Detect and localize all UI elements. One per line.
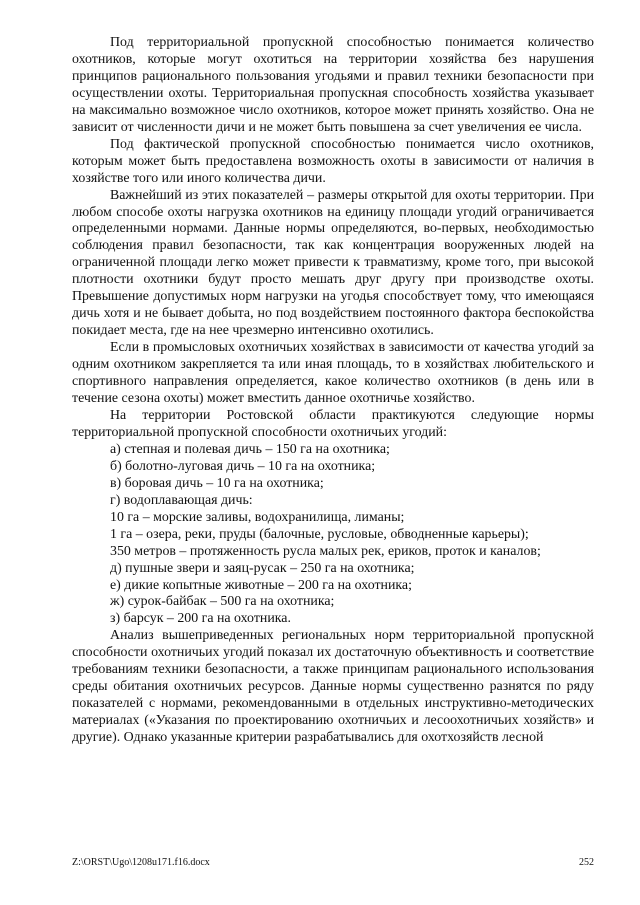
- list-item: 1 га – озера, реки, пруды (балочные, русловые, обводненные карьеры);: [110, 526, 529, 542]
- list-item: 350 метров – протяженность русла малых рек, ериков, проток и каналов;: [110, 543, 541, 559]
- norms-list: [72, 442, 594, 628]
- paragraph-commercial-farms: Если в промысловых охотничьих хозяйствах в зависимости от качества угодий за одним охотником закрепляется та или иная площадь, то в хозяйствах любительского и спортивного направления определяется, какое количество охотников (в день или в течение сезона охоты) может вместить данное охотничье хозяйство.: [72, 340, 594, 407]
- paragraph-analysis: Анализ вышеприведенных региональных норм территориальной пропускной способности охотничьих угодий показал их достаточную объективность и соответствие требованиям техники безопасности, а также принципам рационального использования среды обитания охотничьих ресурсов. Данные нормы существенно разнятся по ряду показателей с нормами, рекомендованными в отдельных инструктивно-методических материалах («Указания по проектированию охотничьих и лесоохотничьих хозяйств» и другие). Однако указанные критерии разрабатывались для охотхозяйств лесной: [72, 628, 594, 746]
- paragraph-territorial-capacity: Под территориальной пропускной способностью понимается количество охотников, которые могут охотиться на территории хозяйства без нарушения принципов рационального пользования угодьями и правил техники безопасности при осуществлении охоты. Территориальная пропускная способность хозяйства указывает на максимально возможное число охотников, которое может принять хозяйство. Она не зависит от численности дичи и не может быть повышена за счет увеличения ее числа.: [72, 35, 594, 135]
- list-item: в) боровая дичь – 10 га на охотника;: [110, 475, 324, 491]
- paragraph-territory-size: Важнейший из этих показателей – размеры открытой для охоты территории. При любом способе охоты нагрузка охотников на единицу площади угодий ограничивается определенными нормами. Данные нормы определяются, во-первых, необходимостью соблюдения правил безопасности, так как концентрация вооруженных людей на ограниченной площади легко может привести к травматизму, кроме того, при высокой плотности охотники будут просто мешать друг другу при производстве охоты. Превышение допустимых норм нагрузки на угодья способствует тому, что имеющаяся дичь хотя и не бывает добыта, но под воздействием постоянного фактора беспокойства покидает места, где на нее чрезмерно интенсивно охотились.: [72, 187, 594, 339]
- paragraph-rostov-norms: На территории Ростовской области практикуются следующие нормы территориальной пропускной способности охотничьих угодий:: [72, 407, 594, 440]
- list-item: а) степная и полевая дичь – 150 га на охотника;: [110, 441, 390, 457]
- list-item: ж) сурок-байбак – 500 га на охотника;: [110, 594, 335, 610]
- list-item: б) болотно-луговая дичь – 10 га на охотника;: [110, 458, 376, 474]
- list-item: з) барсук – 200 га на охотника.: [110, 611, 291, 627]
- list-item: е) дикие копытные животные – 200 га на охотника;: [110, 577, 412, 593]
- list-item: г) водоплавающая дичь:: [110, 492, 253, 508]
- list-item: д) пушные звери и заяц-русак – 250 га на охотника;: [110, 560, 415, 576]
- document-body: [72, 35, 594, 747]
- paragraph-actual-capacity: Под фактической пропускной способностью понимается число охотников, которым может быть предоставлена возможность охоты в зависимости от наличия в хозяйстве того или иного количества дичи.: [72, 136, 594, 186]
- page-number: 252: [579, 857, 594, 868]
- list-item: 10 га – морские заливы, водохранилища, лиманы;: [110, 509, 405, 525]
- file-path: Z:\ORST\Ugo\1208u171.f16.docx: [72, 857, 210, 868]
